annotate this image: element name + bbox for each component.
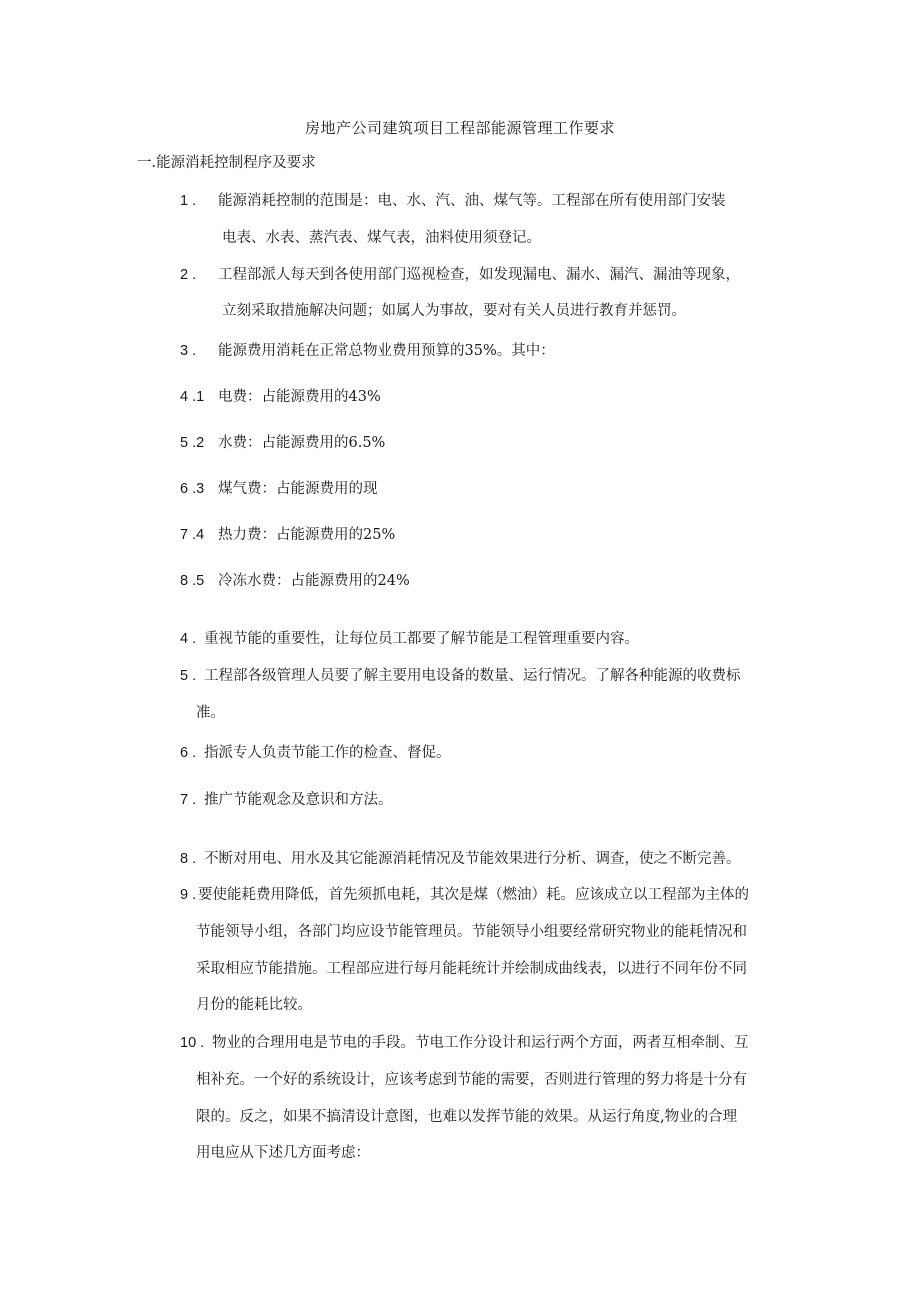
list-item-2 [180,265,740,285]
item-number: 6 .3 [180,481,205,497]
item-text: 工程部各级管理人员要了解主要用电设备的数量、运行情况。了解各种能源的收费标 [204,668,741,684]
section-heading: 一.能源消耗控制程序及要求 [137,155,316,171]
item-number: 8 . [180,851,197,867]
list-item-3 [180,341,555,361]
item-text: 推广节能观念及意识和方法。 [204,792,393,808]
item-number: 1 . [180,193,197,209]
item-number: 5 . [180,668,197,684]
item-number: 6 . [180,745,197,761]
item-text: 煤气费：占能源费用的现 [218,481,378,497]
list-item-10-cont: 限的。反之，如果不搞清设计意图，也难以发挥节能的效果。从运行角度,物业的合理 [196,1109,738,1125]
item-text: 能源消耗控制的范围是：电、水、汽、油、煤气等。工程部在所有使用部门安装 [218,193,726,209]
item-text: 工程部派人每天到各使用部门巡视检查，如发现漏电、漏水、漏汽、漏油等现象， [218,267,740,283]
sub-item-gas [180,479,378,499]
item-text: 物业的合理用电是节电的手段。节电工作分设计和运行两个方面，两者互相牵制、互 [212,1035,749,1051]
item-text: 冷冻水费：占能源费用的24% [218,573,410,589]
list-item-9-cont: 采取相应节能措施。工程部应进行每月能耗统计并绘制成曲线表，以进行不同年份不同 [196,961,747,977]
sub-item-heat [180,525,395,545]
list-item-1-cont: 电表、水表、蒸汽表、煤气表，油料使用须登记。 [222,230,541,246]
item-text: 指派专人负责节能工作的检查、督促。 [204,745,451,761]
item-number: 2 . [180,267,197,283]
document-title: 房地产公司建筑项目工程部能源管理工作要求 [304,119,615,137]
list-item-5 [180,666,741,686]
list-item-6 [180,743,451,763]
list-item-1 [180,191,726,211]
sub-item-water [180,433,385,453]
sub-item-electricity [180,387,381,407]
item-number: 3 . [180,343,197,359]
item-number: 10 . [180,1035,205,1051]
list-item-4 [180,629,639,649]
item-number: 4 . [180,631,197,647]
list-item-10-cont: 相补充。一个好的系统设计，应该考虑到节能的需要，否则进行管理的努力将是十分有 [196,1072,747,1088]
item-number: 9 . [180,887,197,903]
list-item-2-cont: 立刻采取措施解决问题；如属人为事故，要对有关人员进行教育并惩罚。 [222,303,686,319]
list-item-5-cont: 准。 [196,705,225,721]
list-item-10 [180,1033,749,1053]
list-item-10-cont: 用电应从下述几方面考虑： [196,1145,370,1161]
item-number: 8 .5 [180,573,205,589]
item-number: 7 . [180,792,197,808]
item-number: 5 .2 [180,435,205,451]
list-item-9-cont: 月份的能耗比较。 [196,997,312,1013]
item-number: 7 .4 [180,527,205,543]
list-item-8 [180,849,741,869]
item-text: 水费：占能源费用的6.5% [218,435,386,451]
item-text: 能源费用消耗在正常总物业费用预算的35%。其中： [218,343,555,359]
item-number: 4 .1 [180,389,205,405]
list-item-7 [180,790,393,810]
sub-item-chilled-water [180,571,410,591]
list-item-9 [180,885,749,905]
item-text: 电费：占能源费用的43% [218,389,381,405]
item-text: 重视节能的重要性，让每位员工都要了解节能是工程管理重要内容。 [204,631,639,647]
item-text: 热力费：占能源费用的25% [218,527,396,543]
item-text: 不断对用电、用水及其它能源消耗情况及节能效果进行分析、调查，使之不断完善。 [204,851,741,867]
list-item-9-cont: 节能领导小组，各部门均应设节能管理员。节能领导小组要经常研究物业的能耗情况和 [196,924,747,940]
item-text: 要使能耗费用降低，首先须抓电耗，其次是煤（燃油）耗。应该成立以工程部为主体的 [198,887,749,903]
